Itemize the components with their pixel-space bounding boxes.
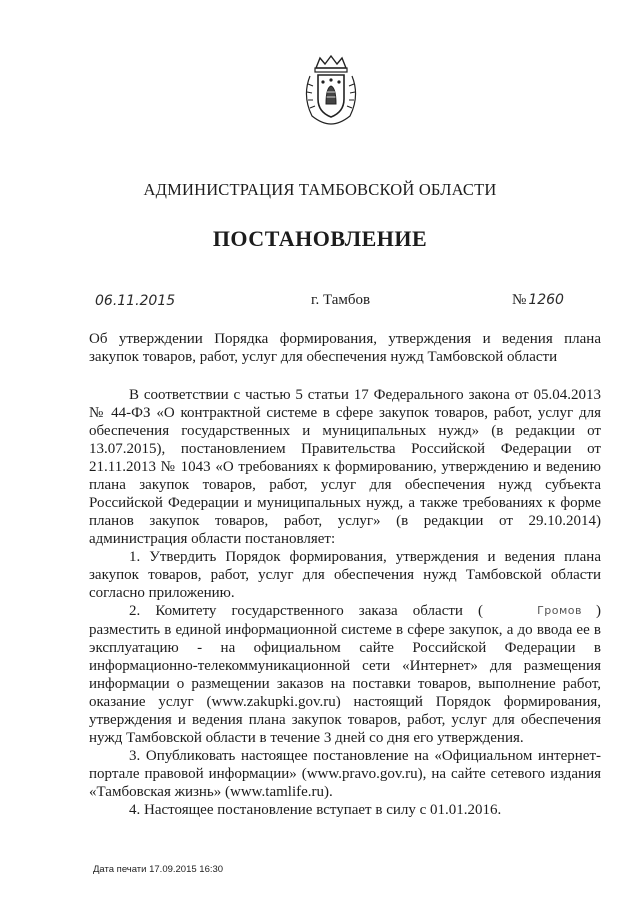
coat-of-arms-icon [302, 54, 360, 126]
document-type: ПОСТАНОВЛЕНИЕ [212, 226, 428, 251]
document-number [512, 292, 564, 309]
item-1-paragraph: 1. Утвердить Порядок формирования, утверждения и ведения плана закупок товаров, работ, услуг для обеспечения нужд Тамбовской области согласно приложению. [89, 549, 601, 601]
organization-name: АДМИНИСТРАЦИЯ ТАМБОВСКОЙ ОБЛАСТИ [143, 180, 497, 199]
number-value: 1260 [528, 292, 564, 308]
print-date: Дата печати 17.09.2015 16:30 [93, 864, 224, 875]
item-3-paragraph: 3. Опубликовать настоящее постановление на «Официальном интернет-портале правовой информации» (www.pravo.gov.ru), на сайте сетевого издания «Тамбовская жизнь» (www.tamlife.ru). [89, 748, 601, 800]
document-body [89, 386, 601, 819]
city: г. Тамбов [311, 292, 371, 308]
item-2-after: ) разместить в единой информационной системе в сфере закупок, а до ввода ее в эксплуатацию - на официальном сайте Российской Федерации в информационно-телекоммуникационной сети «Интернет» для размещения информации о размещении заказов на поставки товаров, выполнение работ, оказание услуг (www.zakupki.gov.ru) настоящий Порядок формирования, утверждения и ведения плана закупок товаров, работ, услуг для обеспечения нужд Тамбовской области в течение 3 дней со дня его утверждения. [89, 603, 601, 746]
item-2-before: 2. Комитету государственного заказа области ( [129, 603, 484, 619]
item-2-paragraph [89, 602, 601, 747]
handwritten-name: Громов [537, 604, 582, 617]
document-subject: Об утверждении Порядка формирования, утверждения и ведения плана закупок товаров, работ, услуг для обеспечения нужд Тамбовской области [89, 331, 601, 365]
document-date: 06.11.2015 [95, 293, 176, 309]
number-prefix: № [512, 292, 527, 308]
item-4-paragraph: 4. Настоящее постановление вступает в силу с 01.01.2016. [129, 802, 502, 818]
preamble-paragraph: В соответствии с частью 5 статьи 17 Федерального закона от 05.04.2013 № 44-ФЗ «О контрактной системе в сфере закупок товаров, работ, услуг для обеспечения государственных и муниципальных нужд» (в редакции от 13.07.2015), постановлением Правительства Российской Федерации от 21.11.2013 № 1043 «О требованиях к формированию, утверждению и ведению плана закупок товаров, работ, услуг для обеспечения нужд субъекта Российской Федерации и муниципальных нужд, а также требованиях к форме планов закупок товаров, работ, услуг» (в редакции от 29.10.2014) администрация области постановляет: [89, 387, 601, 547]
